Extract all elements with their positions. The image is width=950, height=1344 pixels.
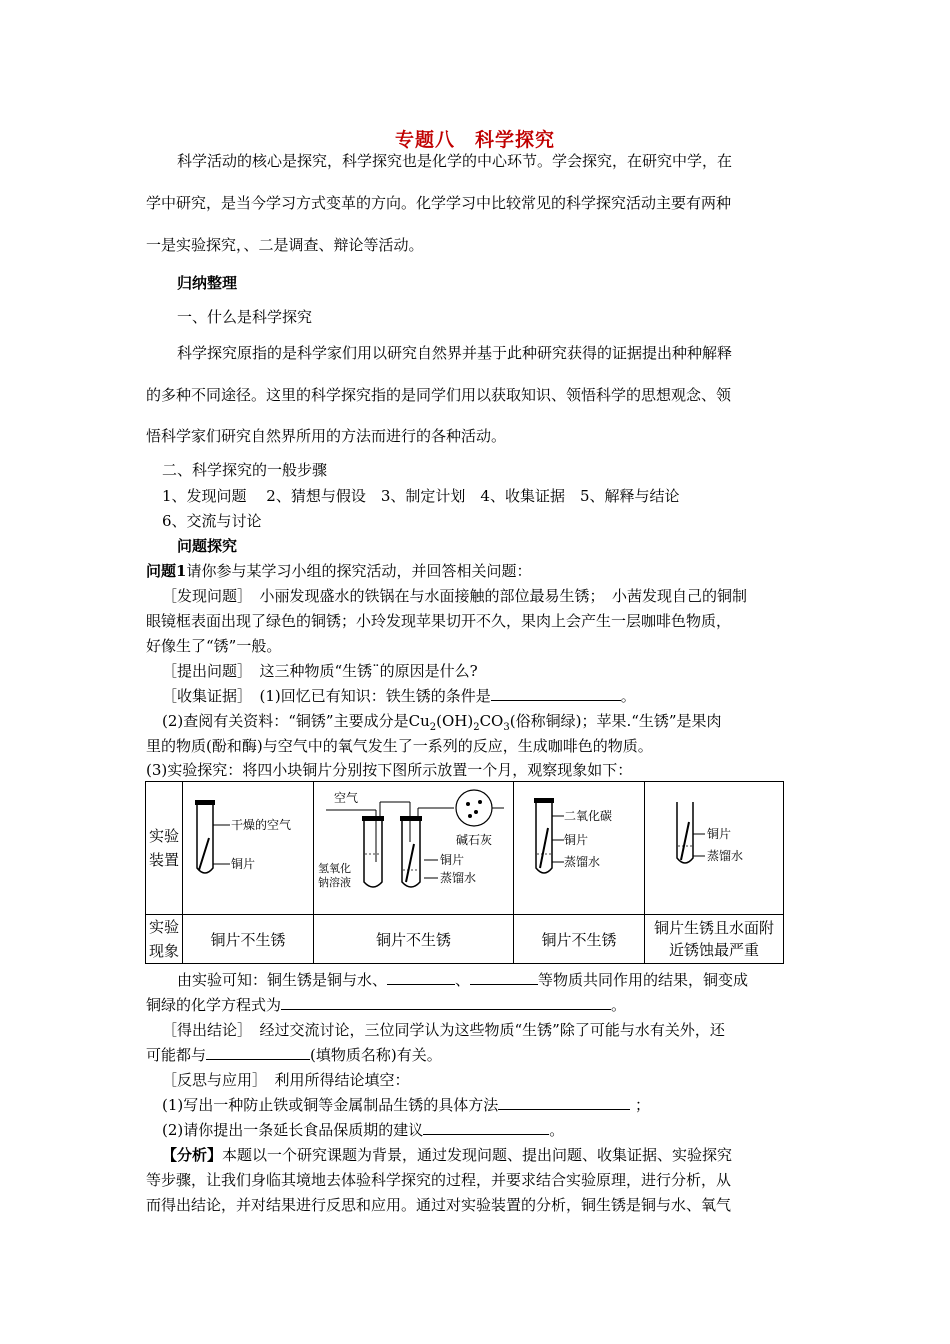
naoh-label-1: 氢氧化 — [318, 862, 351, 875]
reflection-heading: ［反思与应用］ 利用所得结论填空： — [162, 1071, 410, 1089]
after-table-text-b: 、 — [455, 971, 471, 989]
copper-strip-1 — [199, 838, 209, 870]
collect-evidence-text: ［收集证据］ (1)回忆已有知识：铁生锈的条件是 — [162, 687, 491, 705]
discover-line-3: 好像生了“锈”一般。 — [146, 637, 282, 655]
substance-blank[interactable] — [206, 1045, 310, 1060]
apparatus-2-cell — [314, 782, 514, 915]
analysis-text-1: 本题以一个研究课题为背景，通过发现问题、提出问题、收集证据、实验探究 — [222, 1146, 733, 1164]
copper-strip-4 — [681, 822, 689, 860]
discover-line-1: ［发现问题］ 小丽发现盛水的铁锅在与水面接触的部位最易生锈； 小茜发现自己的铜制 — [162, 587, 748, 605]
naoh-label-2: 钠溶液 — [318, 876, 351, 889]
question1-label: 问题1 — [146, 562, 187, 580]
apparatus-3-diagram — [514, 782, 644, 910]
air-label: 空气 — [334, 791, 359, 805]
apparatus-2-diagram — [314, 782, 513, 910]
stopper-3 — [534, 798, 554, 803]
equation-blank[interactable] — [281, 995, 611, 1010]
water-label-2: 蒸馏水 — [440, 871, 477, 885]
result-3: 铜片不生锈 — [514, 915, 645, 964]
prevent-rust-blank[interactable] — [498, 1095, 630, 1110]
after-table-text-a: 由实验可知：铜生锈是铜与水、 — [177, 971, 388, 989]
equation-prompt: 铜绿的化学方程式为 — [146, 996, 282, 1014]
reflection-item-2 — [162, 1120, 564, 1140]
result-1: 铜片不生锈 — [183, 915, 314, 964]
water-label-4: 蒸馏水 — [707, 849, 744, 863]
intro-line-2: 学中研究，是当今学习方式变革的方向。化学学习中比较常见的科学探究活动主要有两种 — [146, 194, 732, 212]
section-summary-heading: 归纳整理 — [177, 274, 238, 292]
result-4 — [645, 915, 784, 964]
section1-line-3: 悟科学家们研究自然界所用的方法而进行的各种活动。 — [146, 427, 507, 445]
apparatus-4-diagram — [645, 782, 783, 910]
collect-evidence-end: 。 — [620, 687, 636, 705]
rust-factor-blank-2[interactable] — [470, 970, 538, 985]
analysis-line-3: 而得出结论，并对结果进行反思和应用。通过对实验装置的分析，铜生锈是铜与水、氧气 — [146, 1196, 732, 1214]
copper-label-1: 铜片 — [231, 857, 256, 871]
analysis-label: 【分析】 — [162, 1146, 223, 1164]
result-row-header — [146, 915, 183, 964]
info-text-d: (俗称铜绿)；苹果.“生锈”是果肉 — [509, 712, 722, 730]
info-line-2: 里的物质(酚和酶)与空气中的氧气发生了一系列的反应，生成咖啡色的物质。 — [146, 737, 653, 755]
conclusion-text-b: (填物质名称)有关。 — [310, 1046, 442, 1064]
lime-granule-3 — [478, 800, 482, 804]
equation-end: 。 — [611, 996, 627, 1014]
analysis-line-1 — [162, 1145, 732, 1165]
iron-rust-condition-blank[interactable] — [491, 686, 621, 701]
result-header-line-1: 实验 — [148, 918, 179, 936]
apparatus-3-cell — [514, 782, 645, 915]
formula-sub-1: 2 — [429, 722, 437, 733]
result-header-line-2: 现象 — [148, 942, 179, 960]
rust-factor-blank-1[interactable] — [387, 970, 455, 985]
copper-strip-3 — [540, 828, 548, 868]
info-text-b: (OH) — [436, 712, 474, 730]
question1-intro — [146, 561, 531, 581]
apparatus-4-cell — [645, 782, 784, 915]
apparatus-1-diagram — [183, 782, 313, 910]
copper-label-2: 铜片 — [440, 853, 465, 867]
section1-line-1: 科学探究原指的是科学家们用以研究自然界并基于此种研究获得的证据提出种种解释 — [177, 344, 733, 362]
intro-line-3: 一是实验探究，、二是调查、辩论等活动。 — [146, 236, 424, 254]
after-table-text-c: 等物质共同作用的结果，铜变成 — [538, 971, 749, 989]
info-text-a: (2)查阅有关资料：“铜锈”主要成分是Cu — [162, 712, 430, 730]
dry-air-label: 干燥的空气 — [231, 818, 292, 832]
experiment-intro: (3)实验探究：将四小块铜片分别按下图所示放置一个月，观察现象如下： — [146, 761, 633, 779]
conclusion-text-a: 可能都与 — [146, 1046, 207, 1064]
section1-heading: 一、什么是科学探究 — [177, 308, 313, 326]
drying-tube-bulb — [456, 790, 492, 826]
food-preserve-blank[interactable] — [423, 1120, 549, 1135]
discover-line-2: 眼镜框表面出现了绿色的铜锈；小玲发现苹果切开不久，果肉上会产生一层咖啡色物质， — [146, 612, 732, 630]
section2-heading: 二、科学探究的一般步骤 — [162, 461, 328, 479]
test-tube-1 — [197, 805, 213, 873]
reflection-item1-end: ； — [635, 1096, 651, 1114]
result-4-line-2: 近锈蚀最严重 — [668, 941, 759, 959]
apparatus-row-header — [146, 782, 183, 915]
section1-line-2: 的多种不同途径。这里的科学探究指的是同学们用以获取知识、领悟科学的思想观念、领 — [146, 386, 732, 404]
info-text-c: CO — [479, 712, 504, 730]
stopper-1 — [195, 800, 215, 805]
apparatus-header-line-1: 实验 — [148, 827, 179, 845]
apparatus-1-cell — [183, 782, 314, 915]
soda-lime-label: 碱石灰 — [456, 833, 493, 847]
section-problems-heading: 问题探究 — [177, 537, 238, 555]
collect-evidence-line — [162, 686, 636, 706]
result-4-line-1: 铜片生锈且水面附 — [653, 919, 774, 937]
result-2: 铜片不生锈 — [314, 915, 514, 964]
copper-strip-2 — [406, 844, 414, 882]
after-table-line-2 — [146, 995, 626, 1015]
water-label-3: 蒸馏水 — [564, 855, 601, 869]
reflection-item2-text: (2)请你提出一条延长食品保质期的建议 — [162, 1121, 424, 1139]
co2-label: 二氧化碳 — [564, 809, 613, 823]
after-table-line-1 — [177, 970, 748, 990]
test-tube-3 — [536, 803, 552, 873]
info-line-1 — [162, 711, 722, 738]
reflection-item2-end: 。 — [549, 1121, 565, 1139]
conclusion-line-1: ［得出结论］ 经过交流讨论，三位同学认为这些物质“生锈”除了可能与水有关外，还 — [162, 1021, 725, 1039]
copper-label-4: 铜片 — [707, 827, 732, 841]
steps-line-1: 1、发现问题 2、猜想与假设 3、制定计划 4、收集证据 5、解释与结论 — [162, 487, 680, 505]
reflection-item-1 — [162, 1095, 650, 1115]
reflection-item1-text: (1)写出一种防止铁或铜等金属制品生锈的具体方法 — [162, 1096, 499, 1114]
copper-label-3: 铜片 — [564, 833, 589, 847]
page-title: 专题八 科学探究 — [394, 129, 555, 151]
stopper-2b — [400, 816, 422, 821]
stopper-2a — [362, 816, 384, 821]
lime-granule-2 — [474, 810, 478, 814]
lime-granule-4 — [468, 814, 472, 818]
lime-granule-1 — [466, 802, 470, 806]
intro-line-1: 科学活动的核心是探究，科学探究也是化学的中心环节。学会探究，在研究中学，在 — [177, 152, 733, 170]
formula-sub-3: 3 — [503, 722, 510, 733]
formula-sub-2: 2 — [473, 722, 480, 733]
steps-line-2: 6、交流与讨论 — [162, 512, 262, 530]
ask-question-line: ［提出问题］ 这三种物质“生锈¨的原因是什么? — [162, 662, 478, 680]
conclusion-line-2 — [146, 1045, 442, 1065]
apparatus-header-line-2: 装置 — [148, 851, 179, 869]
question1-prompt: 请你参与某学习小组的探究活动，并回答相关问题： — [186, 562, 532, 580]
experiment-table — [145, 781, 784, 964]
analysis-line-2: 等步骤，让我们身临其境地去体验科学探究的过程，并要求结合实验原理，进行分析，从 — [146, 1171, 732, 1189]
test-tube-4 — [677, 802, 693, 863]
